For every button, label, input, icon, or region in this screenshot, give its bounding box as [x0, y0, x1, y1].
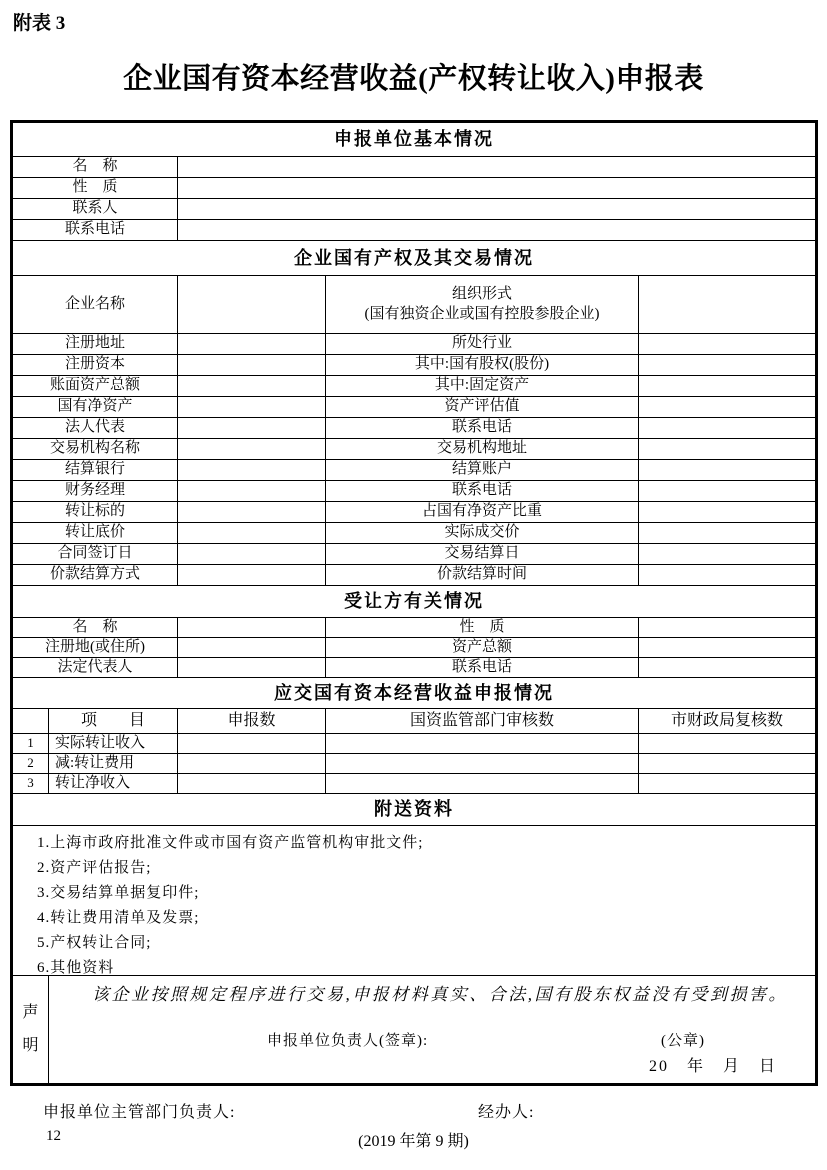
- field-label: 注册地址: [64, 335, 125, 352]
- field-label: 性 质: [72, 179, 118, 196]
- section-header-property: [13, 240, 815, 275]
- field-label: 交易结算日: [325, 544, 638, 564]
- field-label: 转让底价: [64, 524, 125, 541]
- income-item-label: 减:转让费用: [48, 754, 177, 773]
- field-label: 结算银行: [64, 461, 125, 478]
- field-value: [638, 460, 815, 480]
- field-value: [325, 774, 638, 793]
- table-row: [13, 617, 815, 637]
- field-label: 实际成交价: [325, 523, 638, 543]
- section-header-attachments: [13, 793, 815, 825]
- field-value: [177, 523, 325, 543]
- field-value: [638, 734, 815, 753]
- table-row: [13, 396, 815, 417]
- attachments-block: [13, 825, 815, 975]
- field-label: 联系电话: [325, 481, 638, 501]
- field-value: [177, 481, 325, 501]
- field-value: [177, 199, 815, 219]
- field-label: 交易机构名称: [49, 440, 140, 457]
- table-row: [13, 637, 815, 657]
- field-label: 联系电话: [64, 221, 125, 238]
- issue-label: (2019 年第 9 期): [358, 1133, 469, 1150]
- table-row: [13, 333, 815, 354]
- field-label: 资产评估值: [325, 397, 638, 417]
- field-value: [638, 638, 815, 657]
- table-row: [13, 219, 815, 240]
- field-label: 交易机构地址: [325, 439, 638, 459]
- declaration-content: [48, 976, 815, 1083]
- attachment-item: 3.交易结算单据复印件;: [37, 885, 200, 901]
- field-label: 合同签订日: [57, 545, 133, 562]
- field-value: [638, 544, 815, 564]
- col-head-item: 项 目: [48, 709, 177, 733]
- table-row: [13, 417, 815, 438]
- field-value: [638, 276, 815, 333]
- field-value: [177, 658, 325, 677]
- field-label: 国有净资产: [57, 398, 133, 415]
- income-item-label: 转让净收入: [48, 774, 177, 793]
- field-label-line1: 组织形式: [451, 285, 512, 302]
- section-title: 应交国有资本经营收益申报情况: [274, 682, 554, 703]
- col-head-finance: 市财政局复核数: [638, 709, 815, 733]
- attachment-item: 4.转让费用清单及发票;: [37, 910, 200, 926]
- field-value: [177, 638, 325, 657]
- section-title: 申报单位基本情况: [334, 129, 494, 150]
- field-value: [177, 544, 325, 564]
- field-label: 联系电话: [325, 418, 638, 438]
- table-row: [13, 522, 815, 543]
- field-label: 名 称: [72, 618, 118, 635]
- field-value: [177, 397, 325, 417]
- field-value: [638, 523, 815, 543]
- income-item-label: 实际转让收入: [48, 734, 177, 753]
- field-label: 联系电话: [325, 658, 638, 677]
- field-value: [177, 178, 815, 198]
- seal-label: (公章): [661, 1033, 705, 1049]
- field-label: 联系人: [72, 200, 118, 217]
- declaration-char: 明: [22, 1036, 39, 1054]
- field-value: [177, 774, 325, 793]
- field-label: 价款结算方式: [49, 566, 140, 583]
- table-row: [13, 275, 815, 333]
- row-number: 1: [27, 735, 34, 751]
- table-row: [13, 438, 815, 459]
- field-value: [638, 618, 815, 637]
- field-value: [638, 334, 815, 354]
- income-column-header-row: [13, 708, 815, 733]
- table-row: [13, 657, 815, 677]
- field-value: [177, 565, 325, 585]
- field-value: [177, 734, 325, 753]
- field-label: 性 质: [325, 618, 638, 637]
- field-label: 其中:国有股权(股份): [325, 355, 638, 375]
- attachment-item: 2.资产评估报告;: [37, 860, 152, 876]
- field-value: [177, 439, 325, 459]
- declaration-char: 声: [22, 1004, 39, 1022]
- section-title: 企业国有产权及其交易情况: [294, 247, 534, 268]
- field-value: [638, 502, 815, 522]
- field-label: 占国有净资产比重: [325, 502, 638, 522]
- field-label: 企业名称: [64, 295, 125, 312]
- attachments-list: [13, 826, 815, 975]
- field-value: [177, 754, 325, 773]
- field-label: 账面资产总额: [49, 377, 140, 394]
- field-value: [177, 355, 325, 375]
- field-value: [177, 220, 815, 240]
- field-label: 资产总额: [325, 638, 638, 657]
- section-title: 附送资料: [374, 799, 454, 820]
- annex-label: 附表 3: [13, 13, 66, 34]
- declaration-block: [13, 975, 815, 1083]
- table-row: [13, 480, 815, 501]
- signer-label: 申报单位负责人(签章):: [267, 1033, 429, 1049]
- table-row: [13, 459, 815, 480]
- field-label: 价款结算时间: [325, 565, 638, 585]
- field-label: 结算账户: [325, 460, 638, 480]
- field-value: [638, 418, 815, 438]
- field-value: [325, 754, 638, 773]
- field-value: [177, 502, 325, 522]
- field-label: 所处行业: [325, 334, 638, 354]
- row-number: 2: [27, 755, 34, 771]
- row-number: 3: [27, 775, 34, 791]
- table-row: [13, 501, 815, 522]
- field-label: 转让标的: [64, 503, 125, 520]
- col-head-sasac: 国资监管部门审核数: [325, 709, 638, 733]
- field-value: [638, 355, 815, 375]
- page-number: 12: [46, 1128, 61, 1144]
- col-head-declared: 申报数: [177, 709, 325, 733]
- field-value: [177, 418, 325, 438]
- field-value: [177, 618, 325, 637]
- field-value: [638, 658, 815, 677]
- field-value: [177, 157, 815, 177]
- table-row: [13, 564, 815, 585]
- field-value: [177, 460, 325, 480]
- field-value: [177, 376, 325, 396]
- dept-head-label: 申报单位主管部门负责人:: [43, 1104, 236, 1121]
- declaration-statement: 该企业按照规定程序进行交易,申报材料真实、合法,国有股东权益没有受到损害。: [92, 985, 788, 1004]
- field-value: [638, 439, 815, 459]
- col-head-empty: [13, 709, 48, 733]
- date-line: 20 年 月 日: [648, 1058, 777, 1075]
- attachment-item: 6.其他资料: [37, 960, 115, 975]
- attachment-item: 1.上海市政府批准文件或市国有资产监管机构审批文件;: [37, 835, 424, 851]
- field-label: 法人代表: [64, 419, 125, 436]
- field-value: [638, 376, 815, 396]
- section-header-income: [13, 677, 815, 708]
- declaration-form-table: [10, 120, 818, 1086]
- table-row: [13, 156, 815, 177]
- field-value: [177, 334, 325, 354]
- table-row: [13, 177, 815, 198]
- field-label: 其中:固定资产: [325, 376, 638, 396]
- handler-label: 经办人:: [478, 1104, 535, 1121]
- section-header-basic: [13, 123, 815, 156]
- table-row: [13, 375, 815, 396]
- field-value: [638, 774, 815, 793]
- table-row: [13, 198, 815, 219]
- income-row: [13, 753, 815, 773]
- field-label: 财务经理: [64, 482, 125, 499]
- page-title: 企业国有资本经营收益(产权转让收入)申报表: [123, 63, 704, 95]
- field-label: 注册地(或住所): [45, 638, 145, 655]
- section-title: 受让方有关情况: [344, 591, 484, 612]
- table-row: [13, 543, 815, 564]
- section-header-transferee: [13, 585, 815, 617]
- declaration-side-label: [13, 976, 48, 1083]
- field-label: [325, 276, 638, 333]
- field-value: [177, 276, 325, 333]
- income-row: [13, 733, 815, 753]
- attachment-item: 5.产权转让合同;: [37, 935, 152, 951]
- table-row: [13, 354, 815, 375]
- field-value: [325, 734, 638, 753]
- field-value: [638, 397, 815, 417]
- field-value: [638, 481, 815, 501]
- field-label-line2: (国有独资企业或国有控股参股企业): [364, 306, 600, 322]
- field-value: [638, 565, 815, 585]
- field-label: 名 称: [72, 158, 118, 175]
- field-label: 注册资本: [64, 356, 125, 373]
- field-value: [638, 754, 815, 773]
- field-label: 法定代表人: [57, 658, 133, 675]
- income-row: [13, 773, 815, 793]
